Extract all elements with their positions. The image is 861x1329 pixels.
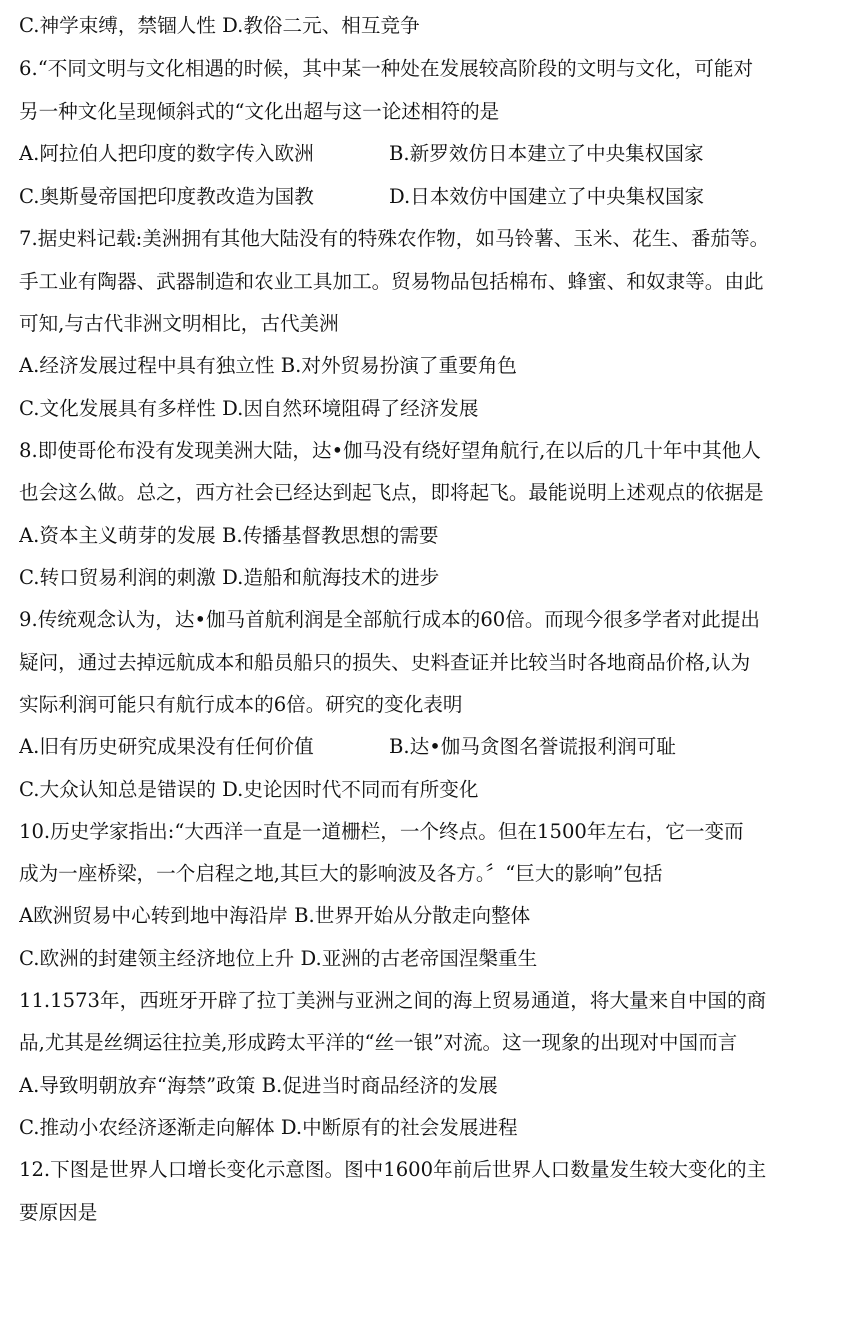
q8-stem-line-2: 也会这么做。总之，西方社会已经达到起飞点，即将起飞。最能说明上述观点的依据是 bbox=[19, 481, 764, 504]
q12-stem-line-1: 12.下图是世界人口增长变化示意图。图中1600年前后世界人口数量发生较大变化的主 bbox=[19, 1158, 767, 1181]
q11-stem-line-1: 11.1573年，西班牙开辟了拉丁美洲与亚洲之间的海上贸易通道，将大量来自中国的商 bbox=[19, 989, 767, 1012]
q9-stem-line-2: 疑问，通过去掉远航成本和船员船只的损失、史料查证并比较当时各地商品价格,认为 bbox=[19, 651, 751, 674]
q11-options-cd: C.推动小农经济逐渐走向解体 D.中断原有的社会发展进程 bbox=[19, 1116, 518, 1139]
q8-options-ab: A.资本主义萌芽的发展 B.传播基督教思想的需要 bbox=[19, 524, 439, 547]
q6-stem-line-1: 6.“不同文明与文化相遇的时候，其中某一种处在发展较高阶段的文明与文化，可能对 bbox=[19, 57, 754, 80]
q6-option-b: B.新罗效仿日本建立了中央集权国家 bbox=[389, 142, 704, 165]
q6-options-ab bbox=[19, 133, 849, 175]
q11-options-ab: A.导致明朝放弃“海禁”政策 B.促进当时商品经济的发展 bbox=[19, 1074, 498, 1097]
q9-stem-line-3: 实际利润可能只有航行成本的6倍。研究的变化表明 bbox=[19, 693, 463, 716]
q11-stem-line-2: 品,尤其是丝绸运往拉美,形成跨太平洋的“丝一银”对流。这一现象的出现对中国而言 bbox=[19, 1031, 738, 1054]
q9-option-a: A.旧有历史研究成果没有任何价值 bbox=[19, 735, 314, 758]
q6-option-a: A.阿拉伯人把印度的数字传入欧洲 bbox=[19, 142, 314, 165]
q10-options-cd: C.欧洲的封建领主经济地位上升 D.亚洲的古老帝国涅槃重生 bbox=[19, 947, 538, 970]
q7-stem-line-1: 7.据史料记载:美洲拥有其他大陆没有的特殊农作物，如马铃薯、玉米、花生、番茄等。 bbox=[19, 227, 770, 250]
q9-stem-line-1: 9.传统观念认为，达•伽马首航利润是全部航行成本的60倍。而现今很多学者对此提出 bbox=[19, 608, 760, 631]
q10-stem-line-2: 成为一座桥梁，一个启程之地,其巨大的影响波及各方。〞“巨大的影响”包括 bbox=[19, 862, 663, 885]
q10-options-ab: A欧洲贸易中心转到地中海沿岸 B.世界开始从分散走向整体 bbox=[19, 904, 531, 927]
q7-options-cd: C.文化发展具有多样性 D.因自然环境阻碍了经济发展 bbox=[19, 397, 479, 420]
q8-options-cd: C.转口贸易利润的刺激 D.造船和航海技术的进步 bbox=[19, 566, 440, 589]
q8-stem-line-1: 8.即使哥伦布没有发现美洲大陆，达•伽马没有绕好望角航行,在以后的几十年中其他人 bbox=[19, 439, 761, 462]
q9-option-b: B.达•伽马贪图名誉谎报利润可耻 bbox=[389, 735, 676, 758]
q7-stem-line-2: 手工业有陶器、武器制造和农业工具加工。贸易物品包括棉布、蜂蜜、和奴隶等。由此 bbox=[19, 270, 764, 293]
q6-option-c: C.奥斯曼帝国把印度教改造为国教 bbox=[19, 185, 314, 208]
q7-options-ab: A.经济发展过程中具有独立性 B.对外贸易扮演了重要角色 bbox=[19, 354, 517, 377]
q6-option-d: D.日本效仿中国建立了中央集权国家 bbox=[389, 185, 705, 208]
q6-stem-line-2: 另一种文化呈现倾斜式的“文化出超与这一论述相符的是 bbox=[19, 100, 500, 123]
q6-options-cd bbox=[19, 176, 849, 218]
q9-options-cd: C.大众认知总是错误的 D.史论因时代不同而有所变化 bbox=[19, 778, 479, 801]
q10-stem-line-1: 10.历史学家指出:“大西洋一直是一道栅栏，一个终点。但在1500年左右，它一变而 bbox=[19, 820, 744, 843]
q12-stem-line-2: 要原因是 bbox=[19, 1201, 98, 1224]
q9-options-ab bbox=[19, 726, 849, 768]
q7-stem-line-3: 可知,与古代非洲文明相比，古代美洲 bbox=[19, 312, 339, 335]
q5-options-cd: C.神学束缚，禁锢人性 D.教俗二元、相互竞争 bbox=[19, 14, 420, 37]
